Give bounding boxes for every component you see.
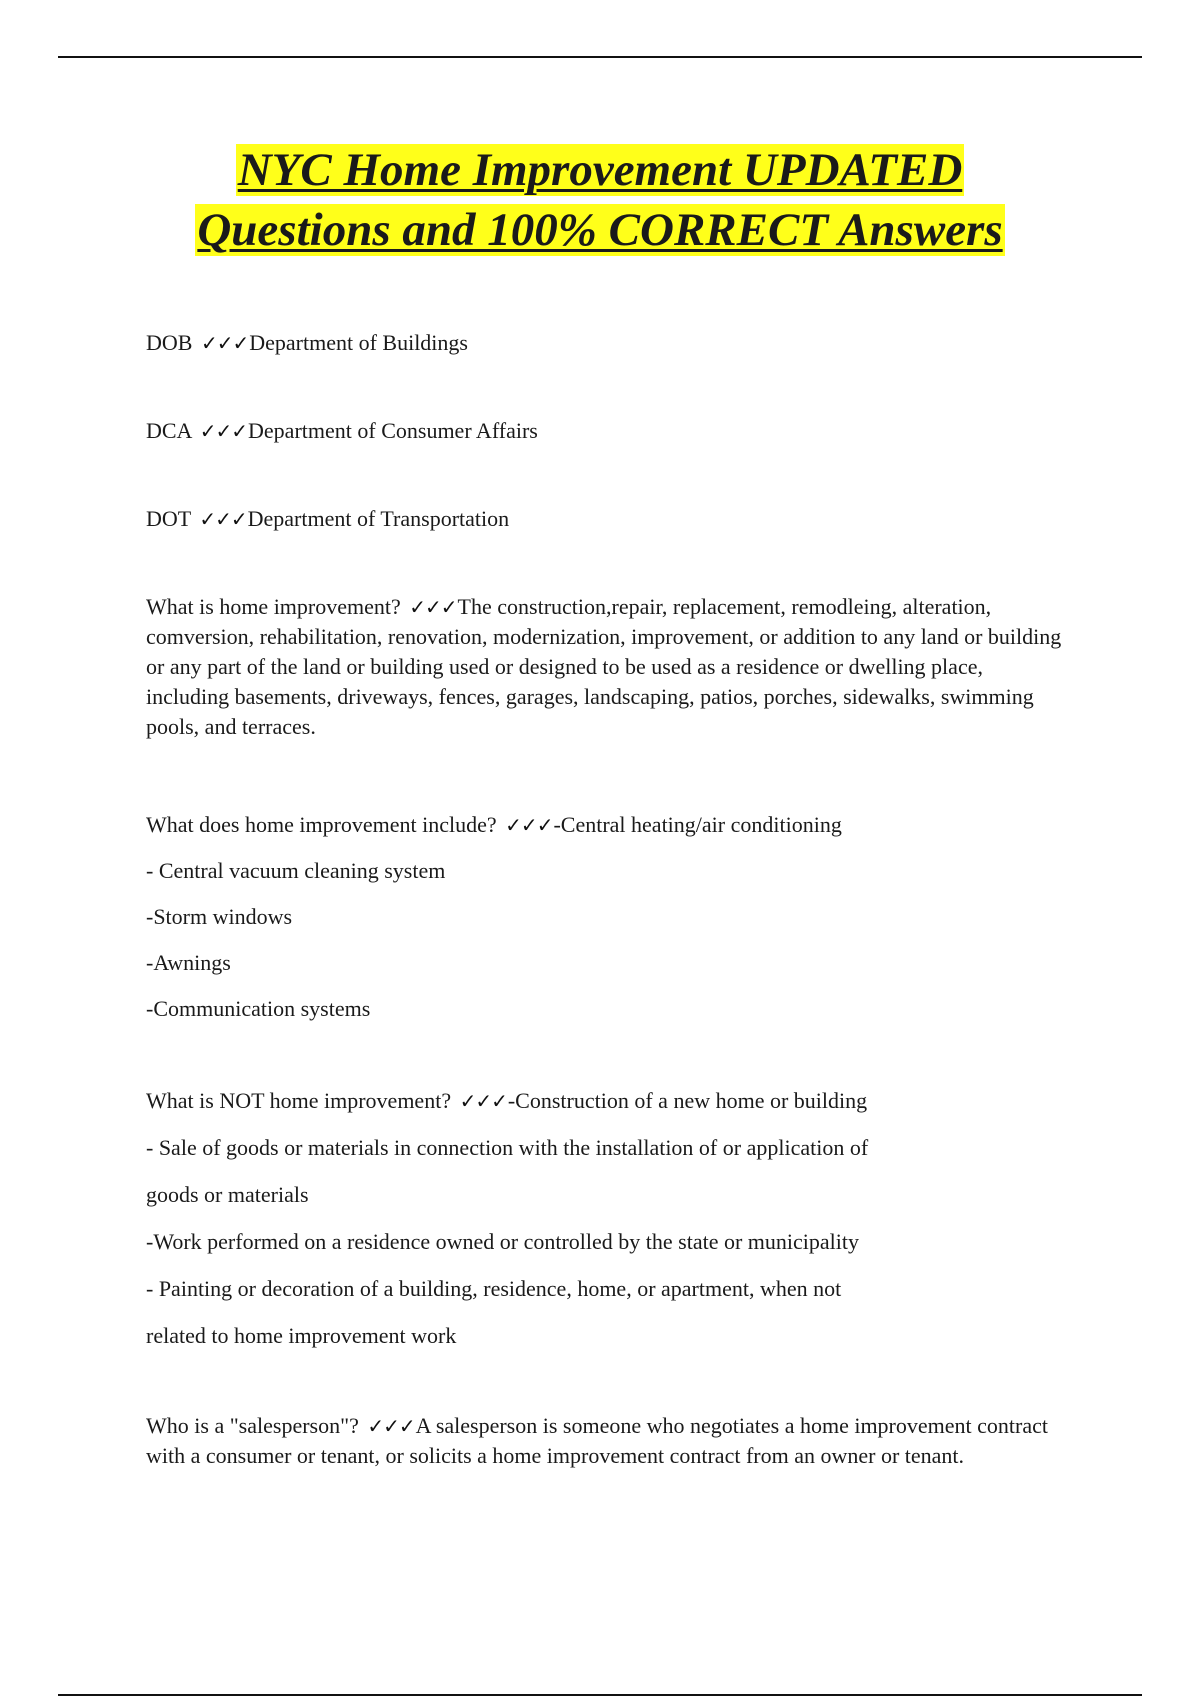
answer-text: Department of Consumer Affairs — [248, 418, 538, 443]
qa-entry-salesperson — [146, 1411, 1066, 1471]
checkmark-icon: ✓✓✓ — [367, 1414, 415, 1438]
top-rule — [58, 56, 1142, 58]
question-text: DCA — [146, 418, 192, 443]
checkmark-icon: ✓✓✓ — [505, 813, 553, 837]
list-item: -Communication systems — [146, 996, 371, 1021]
answer-text: The construction,repair, replacement, remodleing, alteration, comversion, rehabilitation, renovation, modernization, improvement, or addition to any land or building or any part of the land or building used or designed to be used as a residence or dwelling place, including basements, driveways, fences, garages, landscaping, patios, porches, sidewalks, swimming pools, and terraces. — [146, 594, 1062, 739]
list-item: - Painting or decoration of a building, residence, home, or apartment, when not — [146, 1276, 842, 1301]
answer-text: -Construction of a new home or building — [507, 1088, 868, 1113]
list-item: -Storm windows — [146, 904, 293, 929]
question-text: What is NOT home improvement? — [146, 1088, 452, 1113]
bottom-rule — [58, 1694, 1142, 1696]
question-text: DOB — [146, 330, 193, 355]
answer-text: Department of Buildings — [249, 330, 468, 355]
qa-entry-dca — [146, 416, 1066, 446]
question-text: Who is a "salesperson"? — [146, 1413, 359, 1438]
list-item: -Work performed on a residence owned or controlled by the state or municipality — [146, 1229, 859, 1254]
qa-entry-dob — [146, 328, 1066, 358]
answer-text: A salesperson is someone who negotiates a home improvement contract with a consumer or tenant, or solicits a home improvement contract from an owner or tenant. — [146, 1413, 1048, 1468]
qa-list — [146, 328, 1066, 1471]
qa-entry-not-included — [146, 1086, 1066, 1351]
answer-text: -Central heating/air conditioning — [553, 812, 842, 837]
title-line-1: NYC Home Improvement UPDATED — [237, 144, 963, 196]
checkmark-icon: ✓✓✓ — [459, 1089, 507, 1113]
title-line-2: Questions and 100% CORRECT Answers — [197, 204, 1003, 256]
question-text: What does home improvement include? — [146, 812, 497, 837]
answer-text: Department of Transportation — [247, 506, 510, 531]
list-item: - Sale of goods or materials in connection with the installation of or application of — [146, 1135, 869, 1160]
checkmark-icon: ✓✓✓ — [409, 595, 457, 619]
question-text: DOT — [146, 506, 191, 531]
checkmark-icon: ✓✓✓ — [199, 419, 248, 443]
list-item: related to home improvement work — [146, 1323, 457, 1348]
qa-entry-includes — [146, 810, 1066, 1024]
question-text: What is home improvement? — [146, 594, 401, 619]
document-title — [0, 140, 1200, 260]
list-item: -Awnings — [146, 950, 231, 975]
qa-entry-home-improvement — [146, 592, 1066, 742]
qa-entry-dot — [146, 504, 1066, 534]
checkmark-icon: ✓✓✓ — [199, 507, 247, 531]
list-item: goods or materials — [146, 1182, 309, 1207]
list-item: - Central vacuum cleaning system — [146, 858, 446, 883]
checkmark-icon: ✓✓✓ — [200, 331, 249, 355]
